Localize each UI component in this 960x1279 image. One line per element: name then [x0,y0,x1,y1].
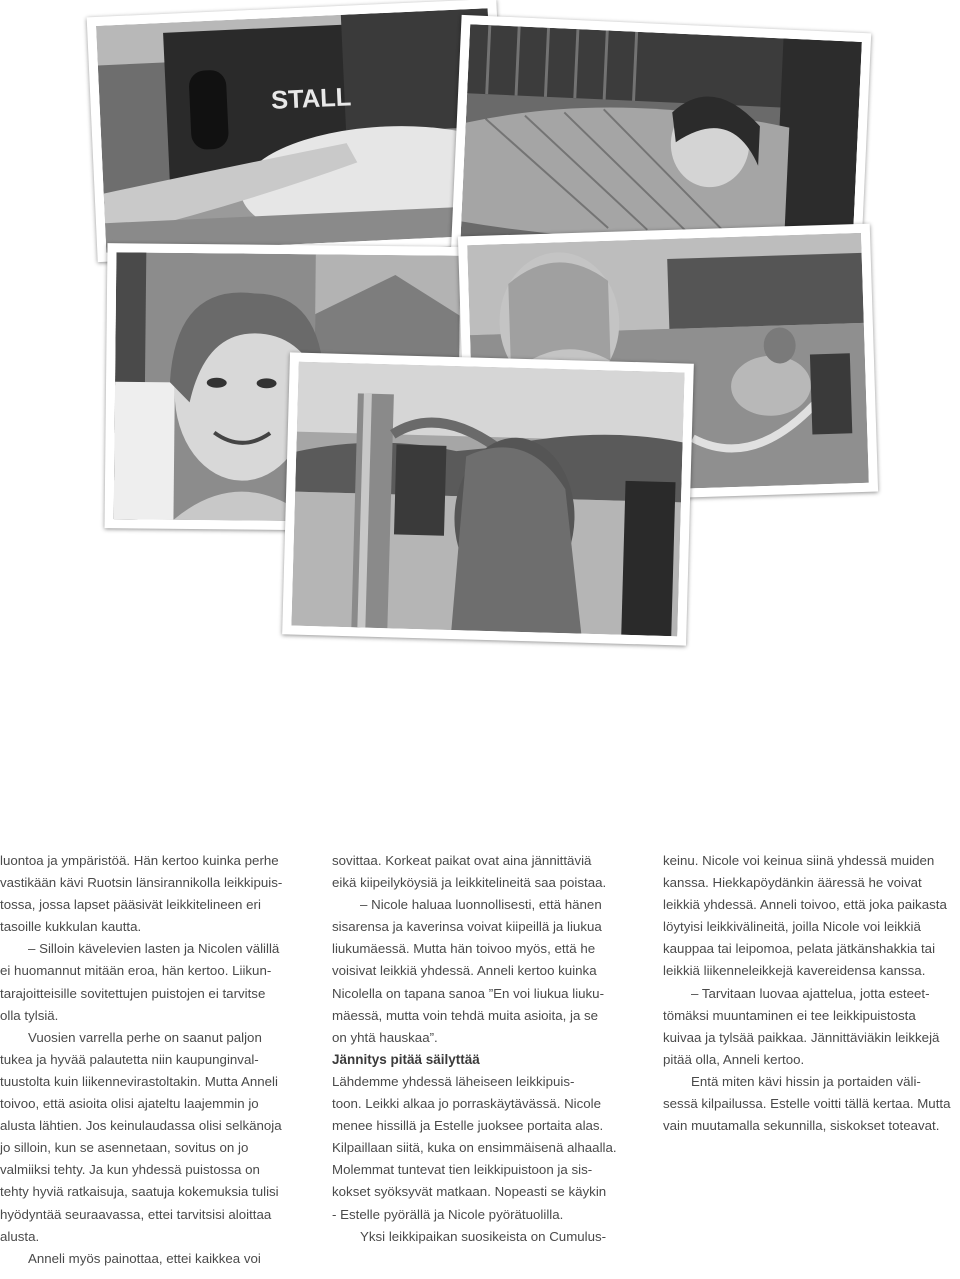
text-line: – Nicole haluaa luonnollisesti, että hänen [360,897,602,913]
text-line: leikkiä liikenneleikkejä kavereidensa kanssa. [663,963,926,979]
article-column-1 [0,850,300,1270]
text-line: toon. Leikki alkaa jo porraskäytävässä. Nicole [332,1096,602,1112]
text-line: kuivaa ja tylsää paikkaa. Jännittäviäkin leikkejä [663,1029,940,1045]
text-line: Lähdemme yhdessä läheiseen leikkipuis- [332,1073,575,1089]
text-line: - Estelle pyörällä ja Nicole pyörätuolilla. [332,1206,564,1222]
text-line: pitää olla, Anneli kertoo. [663,1051,805,1067]
photo-playground-image [291,362,684,637]
text-line: Anneli myös painottaa, ettei kaikkea voi [28,1250,261,1266]
text-line: sisarensa ja kaverinsa voivat kiipeillä ja liukua [332,919,602,935]
section-heading: Jännitys pitää säilyttää [332,1051,480,1067]
text-line: – Tarvitaan luovaa ajattelua, jotta esteet- [691,985,930,1001]
article-column-3 [663,850,960,1137]
photo-girl-on-play-equipment [282,352,694,645]
text-line: liukumäessä. Mutta hän toivoo myös, että he [332,941,596,957]
text-line: keinu. Nicole voi keinua siinä yhdessä muiden [663,853,935,868]
article-column-2-part-2 [332,1071,632,1248]
text-line: tukea ja hyvää palautetta niin kaupunginval- [0,1051,259,1067]
stall-sign-text: STALL [270,83,352,115]
text-line: luontoa ja ympäristöä. Hän kertoo kuinka perhe [0,853,279,868]
text-line: tuustolta kuin liikennevirastoltakin. Mutta Anneli [0,1073,278,1089]
text-line: Entä miten kävi hissin ja portaiden väli- [691,1073,921,1089]
text-line: Kilpaillaan siitä, kuka on ensimmäisenä alhaalla. [332,1140,617,1156]
text-line: Nicolella on tapana sanoa ”En voi liukua liuku- [332,985,605,1001]
text-line: on yhtä hauskaa”. [332,1029,438,1045]
text-line: sessä kilpailussa. Estelle voitti tällä kertaa. Mutta [663,1096,951,1112]
text-line: tömäksi muuntaminen ei tee leikkipuistosta [663,1007,916,1023]
text-line: Vuosien varrella perhe on saanut paljon [28,1029,262,1045]
text-line: tossa, jossa lapset pääsivät leikkitelineen eri [0,897,261,913]
text-line: vain muutamalla sekunnilla, siskokset toteavat. [663,1118,940,1134]
text-line: toivoo, että asioita olisi ajateltu laajemmin jo [0,1096,259,1112]
text-line: tasoille kukkulan kautta. [0,919,142,935]
text-line: ei huomannut mitään eroa, hän kertoo. Liikun- [0,963,272,979]
article-column-2-part-1 [332,850,632,1049]
text-line: Yksi leikkipaikan suosikeista on Cumulus- [360,1228,607,1244]
text-line: kokset syöksyvät matkaan. Nopeasti se käykin [332,1184,607,1200]
text-line: voisivat leikkiä yhdessä. Anneli kertoo kuinka [332,963,597,979]
text-line: alusta lähtien. Jos keinulaudassa olisi selkänoja [0,1118,282,1134]
text-line: tarajoitteisille sovitettujen puistojen ei tarvitse [0,985,266,1001]
text-line: Molemmat tuntevat tien leikkipuistoon ja sis- [332,1162,593,1178]
text-line: kanssa. Hiekkapöydänkin ääressä he voivat [663,875,922,891]
text-line: löytyisi leikkivälineitä, joilla Nicole voi leikkiä [663,919,921,935]
text-line: sovittaa. Korkeat paikat ovat aina jännittäviä [332,853,592,868]
text-line: mäessä, mutta voin tehdä muita asioita, ja se [332,1007,599,1023]
text-line: jo silloin, kun se asennetaan, sovitus on jo [0,1140,249,1156]
photo-sign-image [96,8,498,253]
text-line: vastikään kävi Ruotsin länsirannikolla leikkipuis- [0,875,283,891]
text-line: hyödyntää seuraavassa, ettei tarvitsisi aloittaa [0,1206,272,1222]
text-line: eikä kiipeilyköysiä ja leikkitelineitä saa poistaa. [332,875,607,891]
text-line: – Silloin kävelevien lasten ja Nicolen välillä [28,941,280,957]
article-column-2 [332,850,632,1248]
text-line: tehty hyviä ratkaisuja, saatuja kokemuksia tulisi [0,1184,279,1200]
text-line: leikkiä yhdessä. Anneli toivoo, että joka paikasta [663,897,947,913]
text-line: kauppaa tai leipomoa, pelata jätkänshakkia tai [663,941,936,957]
text-line: alusta. [0,1228,40,1244]
text-line: menee hissillä ja Estelle juoksee portaita alas. [332,1118,604,1134]
text-line: valmiiksi tehty. Ja kun yhdessä puistossa on [0,1162,260,1178]
photo-sign-and-arm [87,0,508,262]
text-line: olla tylsiä. [0,1007,59,1023]
